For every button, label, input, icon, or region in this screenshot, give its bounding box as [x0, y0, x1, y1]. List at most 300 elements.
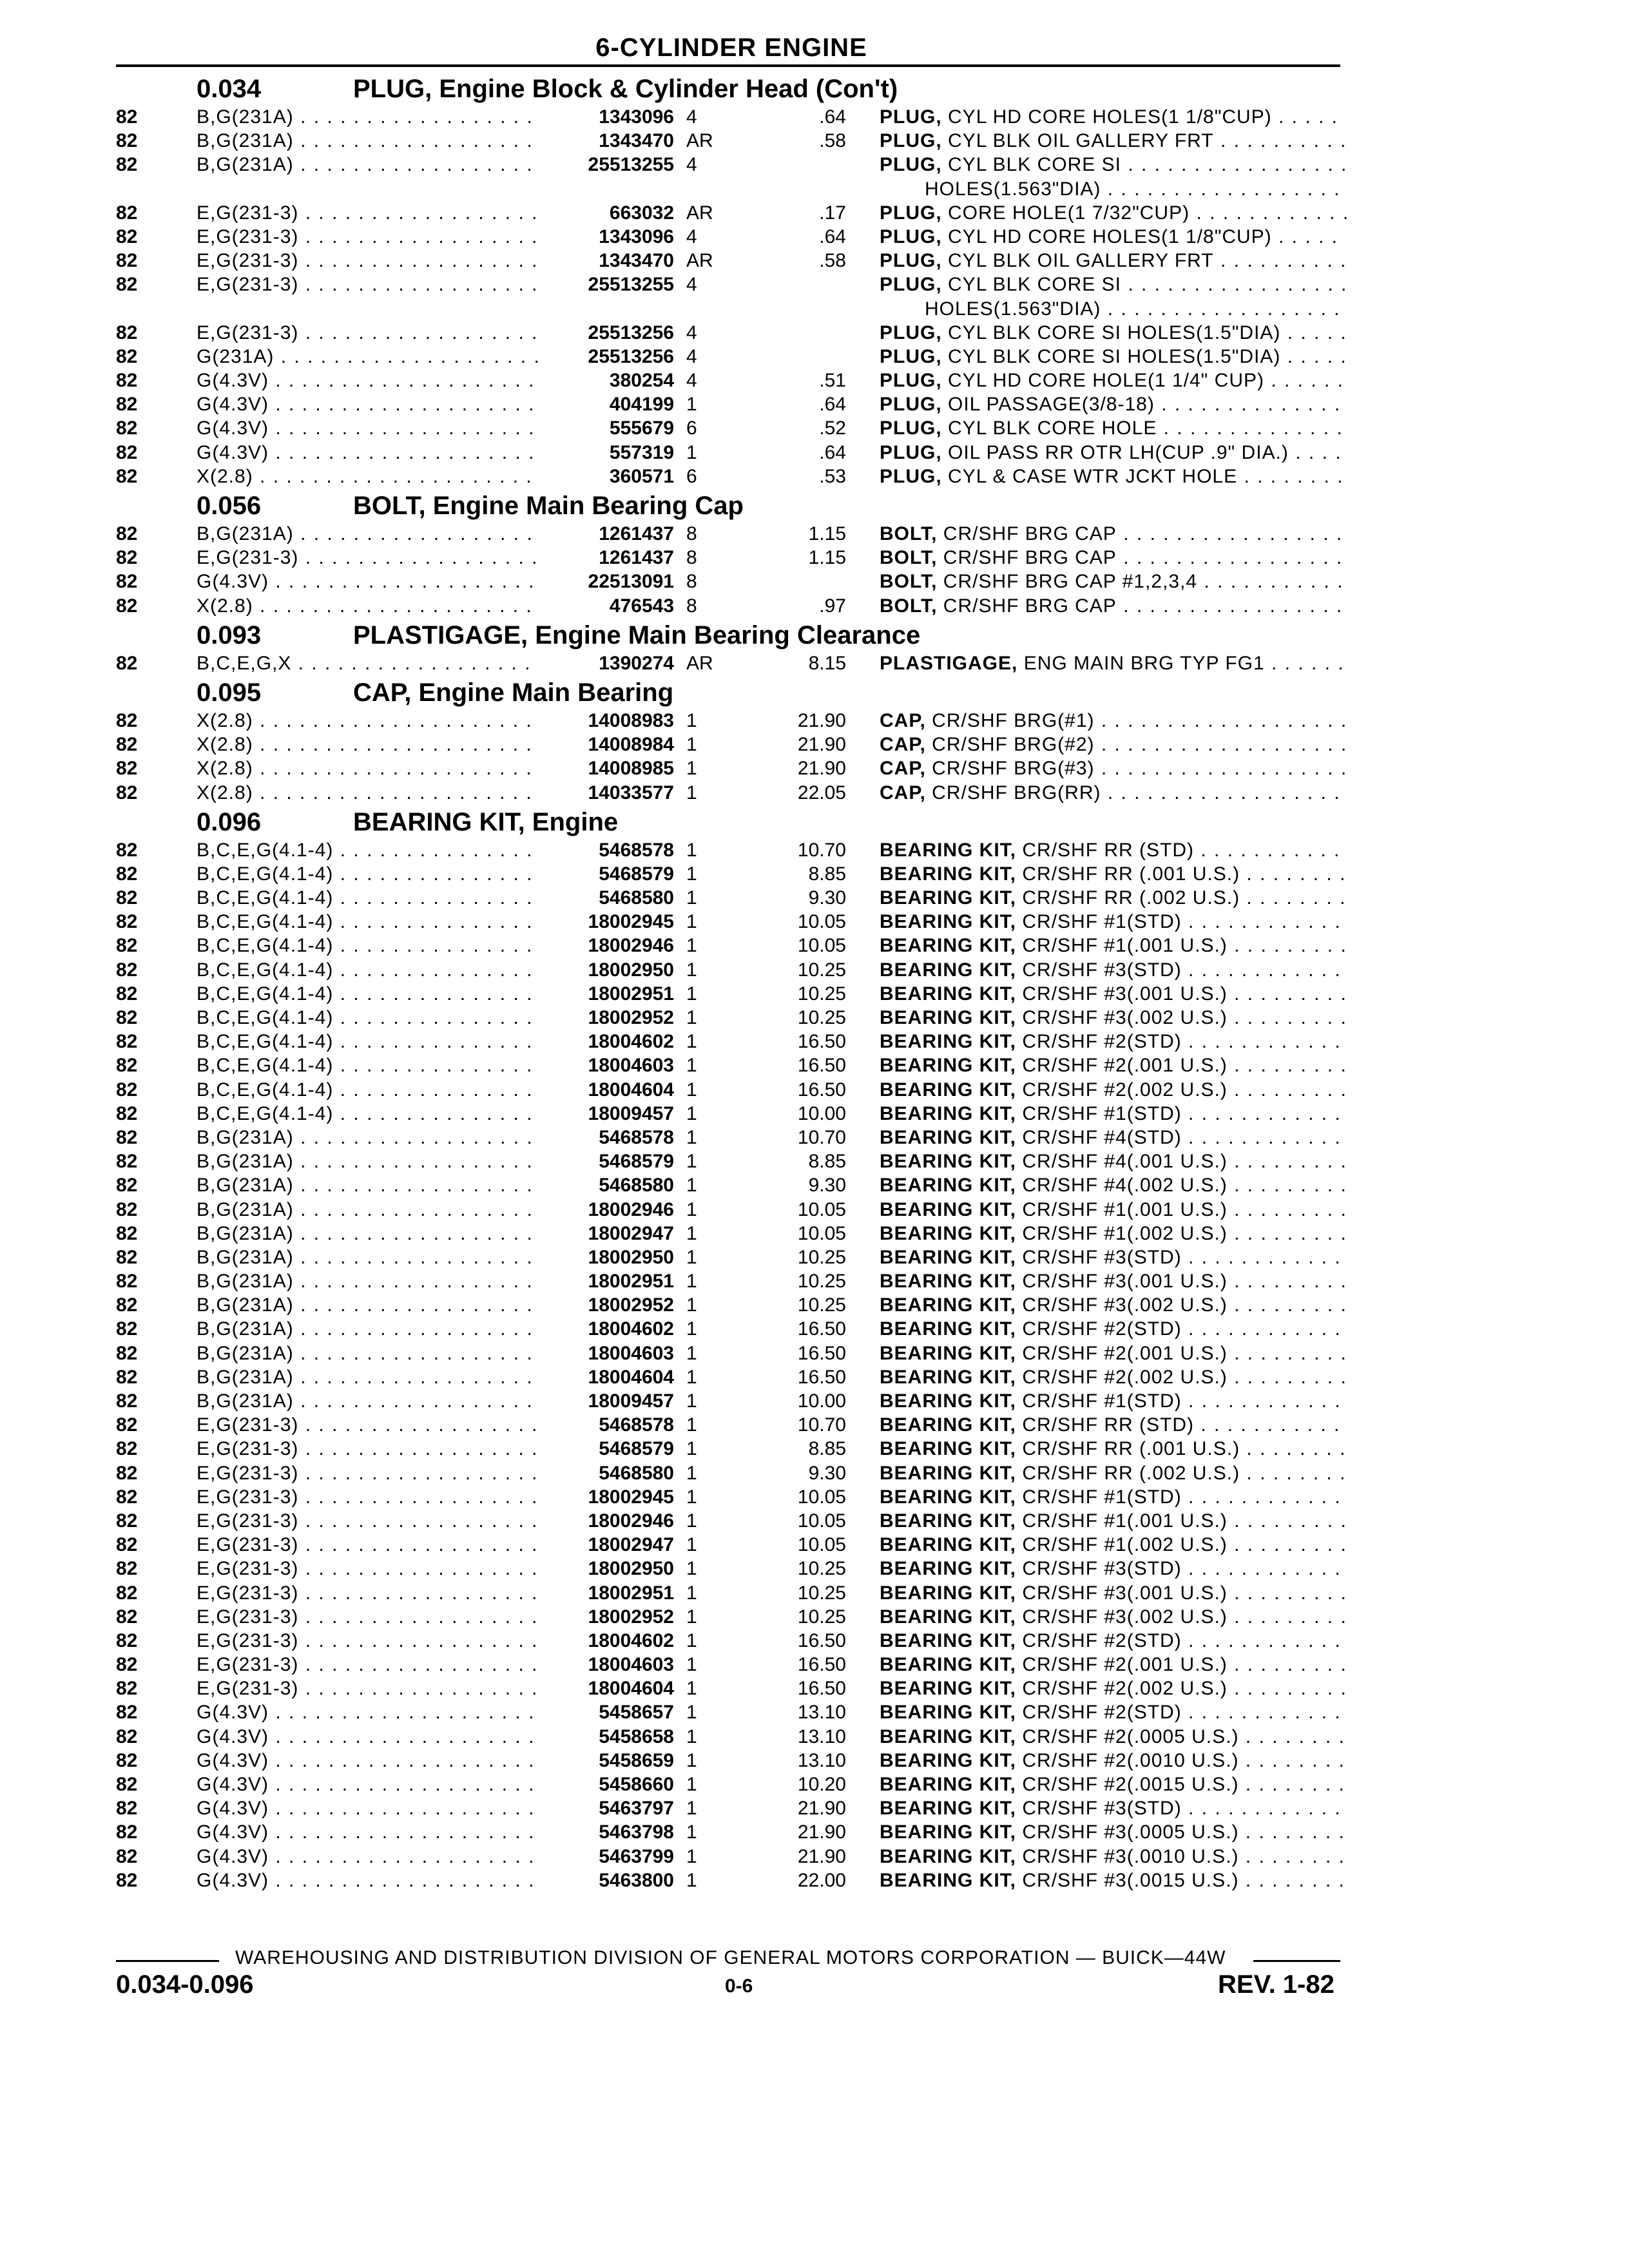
model-applicability: G(4.3V) . . . [197, 1845, 538, 1869]
part-row [0, 1414, 1629, 1437]
part-type-label: BEARING KIT, [880, 1702, 1017, 1724]
part-number: 476543 [606, 595, 674, 618]
part-description-text: CR/SHF #1(.001 U.S.) [1022, 935, 1228, 957]
model-applicability: X(2.8) . . . [197, 733, 538, 756]
quantity: 1 [686, 1031, 697, 1053]
part-description [880, 652, 1347, 675]
model-year: 82 [116, 250, 138, 272]
price: 10.25 [797, 1558, 846, 1580]
part-type-label: PLUG, [880, 418, 942, 439]
model-year: 82 [116, 1869, 138, 1891]
part-description [880, 1366, 1347, 1389]
quantity: 4 [686, 370, 697, 392]
model-applicability: G(4.3V) . . . [197, 1797, 538, 1820]
section-code: 0.095 [197, 678, 262, 707]
part-row [0, 1318, 1629, 1341]
part-type-label: PLASTIGAGE, [880, 652, 1018, 674]
part-description [880, 1462, 1347, 1485]
model-applicability: B,G(231A) . . . [197, 1174, 538, 1197]
part-description-text: CR/SHF BRG CAP #1,2,3,4 [943, 571, 1198, 593]
part-description [880, 1102, 1347, 1126]
model-applicability: B,C,E,G(4.1-4) . . . [197, 1054, 538, 1077]
footer-section-range: 0.034-0.096 [116, 1970, 254, 1999]
model-year: 82 [116, 274, 138, 296]
model-applicability: G(4.3V) . . . [197, 1821, 538, 1844]
part-row [0, 863, 1629, 887]
part-row [0, 1462, 1629, 1486]
part-type-label: BEARING KIT, [880, 1725, 1017, 1747]
part-description-text: CYL HD CORE HOLE(1 1/4" CUP) [948, 370, 1264, 392]
quantity: 1 [686, 1126, 697, 1148]
part-number: 5468580 [595, 1462, 674, 1485]
part-description-text: CR/SHF #2(STD) [1022, 1629, 1182, 1651]
price: 16.50 [797, 1342, 846, 1364]
part-type-label: BEARING KIT, [880, 1102, 1017, 1124]
part-description [880, 153, 1347, 177]
part-type-label: BEARING KIT, [880, 959, 1017, 981]
part-row [0, 273, 1629, 297]
part-row [0, 523, 1629, 546]
part-number: 18004603 [584, 1054, 674, 1077]
model-applicability: B,G(231A) . . . [197, 1246, 538, 1269]
quantity: 4 [686, 154, 697, 176]
part-type-label: BEARING KIT, [880, 1342, 1017, 1364]
model-year: 82 [116, 130, 138, 152]
part-description [880, 465, 1347, 488]
part-number: 380254 [606, 369, 674, 392]
part-number: 5458657 [595, 1701, 674, 1724]
part-number: 18009457 [584, 1390, 674, 1413]
part-row [0, 983, 1629, 1006]
part-description-text: CR/SHF RR (.002 U.S.) [1022, 1462, 1240, 1484]
part-description-text: CR/SHF RR (.001 U.S.) [1022, 1438, 1240, 1460]
part-number: 5463799 [595, 1845, 674, 1869]
part-description-text: ENG MAIN BRG TYP FG1 [1023, 652, 1265, 674]
part-row [0, 1054, 1629, 1078]
part-type-label: BEARING KIT, [880, 1749, 1017, 1771]
part-row [0, 1653, 1629, 1677]
price: 8.85 [808, 863, 846, 885]
quantity: 1 [686, 1749, 697, 1771]
part-description [880, 570, 1347, 593]
part-number: 5468579 [595, 1437, 674, 1461]
model-year: 82 [116, 1749, 138, 1771]
quantity: 6 [686, 418, 697, 439]
part-row [0, 782, 1629, 805]
model-applicability: B,G(231A) . . . [197, 1198, 538, 1222]
section-heading [0, 619, 1629, 652]
part-type-label: BEARING KIT, [880, 839, 1017, 861]
model-year: 82 [116, 1102, 138, 1124]
part-description [880, 1797, 1347, 1820]
model-year: 82 [116, 1222, 138, 1244]
part-row [0, 1557, 1629, 1581]
price: 8.85 [808, 1438, 846, 1460]
part-type-label: BEARING KIT, [880, 1582, 1017, 1604]
model-year: 82 [116, 1438, 138, 1460]
part-description-text: CR/SHF #3(STD) [1022, 1798, 1182, 1820]
part-number: 18002947 [584, 1533, 674, 1557]
part-number: 5458659 [595, 1749, 674, 1773]
quantity: AR [686, 652, 713, 674]
part-number: 25513255 [584, 153, 674, 177]
part-row [0, 959, 1629, 983]
part-type-label: PLUG, [880, 394, 942, 416]
quantity: 8 [686, 595, 697, 617]
part-description [880, 910, 1347, 934]
part-row [0, 1797, 1629, 1821]
model-applicability: B,G(231A) . . . [197, 1342, 538, 1365]
part-type-label: PLUG, [880, 465, 942, 487]
part-row [0, 1079, 1629, 1102]
model-applicability: B,C,E,G(4.1-4) . . . [197, 1006, 538, 1030]
model-year: 82 [116, 547, 138, 569]
model-year: 82 [116, 1725, 138, 1747]
part-description [880, 273, 1347, 296]
part-number: 25513255 [584, 273, 674, 296]
part-type-label: BEARING KIT, [880, 1462, 1017, 1484]
model-year: 82 [116, 709, 138, 731]
part-type-label: BEARING KIT, [880, 1821, 1017, 1843]
part-number: 5468579 [595, 1150, 674, 1173]
price: 10.05 [797, 1510, 846, 1532]
part-description-text: CORE HOLE(1 7/32"CUP) [948, 202, 1190, 224]
model-year: 82 [116, 1702, 138, 1724]
part-row [0, 757, 1629, 781]
part-description [880, 130, 1347, 153]
part-row [0, 1749, 1629, 1773]
price: 22.05 [797, 782, 846, 803]
model-year: 82 [116, 418, 138, 439]
price: 8.85 [808, 1151, 846, 1173]
part-description [880, 1606, 1347, 1629]
model-year: 82 [116, 652, 138, 674]
part-row [0, 393, 1629, 417]
quantity: 1 [686, 1007, 697, 1028]
part-row [0, 1869, 1629, 1893]
price: 16.50 [797, 1366, 846, 1388]
model-year: 82 [116, 202, 138, 224]
section-name: PLUG, Engine Block & Cylinder Head (Con't) [353, 75, 898, 103]
part-number: 18002950 [584, 1557, 674, 1581]
part-number: 1261437 [595, 546, 674, 570]
part-type-label: BEARING KIT, [880, 1798, 1017, 1820]
part-row [0, 709, 1629, 733]
part-number: 18004602 [584, 1629, 674, 1653]
part-type-label: BEARING KIT, [880, 887, 1017, 909]
model-year: 82 [116, 1151, 138, 1173]
part-description-text: CR/SHF BRG CAP [943, 523, 1117, 544]
part-number: 18004604 [584, 1079, 674, 1102]
price: 13.10 [797, 1749, 846, 1771]
price: 10.05 [797, 1222, 846, 1244]
model-year: 82 [116, 1271, 138, 1293]
quantity: 1 [686, 911, 697, 933]
part-type-label: PLUG, [880, 202, 942, 224]
part-description-text: CR/SHF #3(.002 U.S.) [1022, 1606, 1228, 1628]
part-description-text: CYL BLK OIL GALLERY FRT [948, 130, 1214, 152]
model-year: 82 [116, 1390, 138, 1412]
quantity: 1 [686, 935, 697, 957]
part-number: 18004603 [584, 1342, 674, 1365]
quantity: 1 [686, 863, 697, 885]
model-year: 82 [116, 1055, 138, 1077]
part-row [0, 1198, 1629, 1222]
description-continuation-row [0, 298, 1629, 322]
part-number: 18004603 [584, 1653, 674, 1677]
part-type-label: BEARING KIT, [880, 1126, 1017, 1148]
part-description-text: CR/SHF #2(.0005 U.S.) [1022, 1725, 1239, 1747]
part-number: 18002946 [584, 934, 674, 957]
part-description-text: CR/SHF #1(.001 U.S.) [1022, 1510, 1228, 1532]
model-applicability: B,G(231A) . . . [197, 1126, 538, 1149]
model-applicability: G(231A) . . . [197, 345, 538, 369]
part-description [880, 369, 1347, 392]
part-description-text: CR/SHF #2(STD) [1022, 1318, 1182, 1340]
part-type-label: BEARING KIT, [880, 863, 1017, 885]
price: .58 [819, 250, 846, 272]
part-type-label: BEARING KIT, [880, 983, 1017, 1004]
description-continuation-row [0, 178, 1629, 202]
part-description [880, 1222, 1347, 1245]
part-row [0, 546, 1629, 570]
model-year: 82 [116, 571, 138, 593]
price: .52 [819, 418, 846, 439]
model-applicability: G(4.3V) . . . [197, 1869, 538, 1892]
part-row [0, 226, 1629, 249]
price: 16.50 [797, 1055, 846, 1077]
section-name: BOLT, Engine Main Bearing Cap [353, 492, 744, 520]
part-description [880, 1150, 1347, 1173]
part-type-label: BEARING KIT, [880, 1055, 1017, 1077]
part-number: 1343470 [595, 130, 674, 153]
part-description [880, 959, 1347, 982]
part-number: 5458658 [595, 1725, 674, 1749]
quantity: 1 [686, 1198, 697, 1220]
part-type-label: PLUG, [880, 345, 942, 367]
part-description [880, 1318, 1347, 1341]
part-number: 14008985 [584, 757, 674, 780]
part-row [0, 1222, 1629, 1246]
part-description-text: CR/SHF #2(.002 U.S.) [1022, 1678, 1228, 1700]
quantity: 1 [686, 1774, 697, 1795]
part-description-text: CR/SHF #1(.002 U.S.) [1022, 1222, 1228, 1244]
model-applicability: B,C,E,G(4.1-4) . . . [197, 959, 538, 982]
part-description-text: CR/SHF #2(.0015 U.S.) [1022, 1774, 1239, 1795]
model-applicability: E,G(231-3) . . . [197, 1606, 538, 1629]
model-applicability: E,G(231-3) . . . [197, 1510, 538, 1533]
part-number: 14008983 [584, 709, 674, 733]
part-description [880, 1246, 1347, 1269]
model-year: 82 [116, 1342, 138, 1364]
part-row [0, 1437, 1629, 1461]
part-row [0, 910, 1629, 934]
quantity: 1 [686, 1629, 697, 1651]
quantity: 1 [686, 1725, 697, 1747]
model-year: 82 [116, 1079, 138, 1100]
model-applicability: B,G(231A) . . . [197, 1390, 538, 1413]
quantity: 1 [686, 1486, 697, 1508]
quantity: AR [686, 202, 713, 224]
part-description-text: CYL HD CORE HOLES(1 1/8"CUP) [948, 106, 1272, 128]
part-description-text: CR/SHF #3(.002 U.S.) [1022, 1294, 1228, 1316]
model-year: 82 [116, 106, 138, 128]
part-description [880, 441, 1347, 465]
section-heading [0, 805, 1629, 839]
part-type-label: BEARING KIT, [880, 1558, 1017, 1580]
model-applicability: X(2.8) . . . [197, 709, 538, 733]
model-applicability: E,G(231-3) . . . [197, 1653, 538, 1677]
part-description-text: CR/SHF #2(.001 U.S.) [1022, 1055, 1228, 1077]
model-year: 82 [116, 523, 138, 544]
footer-division-text: WAREHOUSING AND DISTRIBUTION DIVISION OF GENERAL MOTORS CORPORATION — BUICK—44W [235, 1947, 1226, 1968]
model-year: 82 [116, 1031, 138, 1053]
section-name: BEARING KIT, Engine [353, 807, 619, 836]
model-year: 82 [116, 839, 138, 861]
part-description-text: CR/SHF #1(STD) [1022, 911, 1182, 933]
part-row [0, 1629, 1629, 1653]
quantity: 4 [686, 345, 697, 367]
part-description-text: CYL BLK OIL GALLERY FRT [948, 250, 1214, 272]
part-type-label: BOLT, [880, 595, 938, 617]
part-description [880, 1198, 1347, 1222]
part-description-text: CYL BLK CORE SI HOLES(1.5"DIA) [948, 322, 1281, 343]
model-year: 82 [116, 1366, 138, 1388]
model-year: 82 [116, 1510, 138, 1532]
part-number: 18002950 [584, 1246, 674, 1269]
part-row [0, 417, 1629, 441]
price: 21.90 [797, 709, 846, 731]
part-description-text: CYL BLK CORE HOLE [948, 418, 1157, 439]
part-type-label: BOLT, [880, 523, 938, 544]
model-applicability: B,G(231A) . . . [197, 130, 538, 153]
model-year: 82 [116, 1318, 138, 1340]
quantity: 1 [686, 1821, 697, 1843]
part-row [0, 1294, 1629, 1318]
model-year: 82 [116, 887, 138, 909]
part-description-text: CR/SHF RR (STD) [1022, 1414, 1195, 1436]
part-type-label: BEARING KIT, [880, 1366, 1017, 1388]
price: 10.00 [797, 1390, 846, 1412]
part-number: 25513256 [584, 322, 674, 345]
price: 21.90 [797, 758, 846, 780]
part-row [0, 1725, 1629, 1749]
part-number: 18004602 [584, 1030, 674, 1053]
part-description-text: CR/SHF RR (.002 U.S.) [1022, 887, 1240, 909]
quantity: 1 [686, 1462, 697, 1484]
part-description [880, 1437, 1347, 1461]
model-applicability: B,C,E,G,X . . . [197, 652, 538, 675]
quantity: 1 [686, 1246, 697, 1268]
part-type-label: BEARING KIT, [880, 1678, 1017, 1700]
part-type-label: PLUG, [880, 274, 942, 296]
price: .17 [819, 202, 846, 224]
price: 10.25 [797, 959, 846, 981]
part-description [880, 757, 1347, 780]
price: 10.70 [797, 839, 846, 861]
part-type-label: BEARING KIT, [880, 935, 1017, 957]
part-number: 555679 [606, 417, 674, 440]
part-type-label: PLUG, [880, 441, 942, 463]
price: 16.50 [797, 1318, 846, 1340]
price: 9.30 [808, 887, 846, 909]
quantity: AR [686, 250, 713, 272]
part-number: 18002945 [584, 1486, 674, 1509]
part-description [880, 417, 1347, 440]
model-applicability: G(4.3V) . . . [197, 369, 538, 392]
footer-rule-right [1253, 1960, 1340, 1962]
model-year: 82 [116, 370, 138, 392]
model-applicability: G(4.3V) . . . [197, 417, 538, 440]
model-year: 82 [116, 322, 138, 343]
quantity: 1 [686, 1079, 697, 1100]
part-row [0, 1246, 1629, 1270]
section-heading [0, 72, 1629, 106]
part-type-label: CAP, [880, 709, 926, 731]
part-description-text: CR/SHF RR (.001 U.S.) [1022, 863, 1240, 885]
part-row [0, 1510, 1629, 1533]
part-number: 1261437 [595, 523, 674, 546]
model-applicability: B,C,E,G(4.1-4) . . . [197, 910, 538, 934]
part-description-text: CR/SHF #2(.002 U.S.) [1022, 1366, 1228, 1388]
part-description [880, 1414, 1347, 1437]
quantity: AR [686, 130, 713, 152]
model-applicability: E,G(231-3) . . . [197, 273, 538, 296]
part-description [880, 733, 1347, 756]
model-year: 82 [116, 1558, 138, 1580]
part-number: 5468578 [595, 1414, 674, 1437]
part-row [0, 1773, 1629, 1797]
part-number: 18002951 [584, 1582, 674, 1605]
part-row [0, 595, 1629, 619]
price: 10.25 [797, 1606, 846, 1628]
part-row [0, 1006, 1629, 1030]
model-year: 82 [116, 1678, 138, 1700]
price: 10.05 [797, 911, 846, 933]
part-description [880, 983, 1347, 1006]
model-applicability: B,G(231A) . . . [197, 1366, 538, 1389]
part-description-text: CR/SHF #3(.0010 U.S.) [1022, 1845, 1239, 1867]
part-description-text: CR/SHF #4(.002 U.S.) [1022, 1175, 1228, 1196]
part-row [0, 733, 1629, 757]
part-row [0, 345, 1629, 369]
part-description-text: CYL BLK CORE SI HOLES(1.5"DIA) [948, 345, 1281, 367]
price: .58 [819, 130, 846, 152]
model-applicability: E,G(231-3) . . . [197, 322, 538, 345]
model-applicability: G(4.3V) . . . [197, 1749, 538, 1773]
part-number: 1390274 [595, 652, 674, 675]
quantity: 1 [686, 1222, 697, 1244]
model-year: 82 [116, 1294, 138, 1316]
part-type-label: PLUG, [880, 226, 942, 247]
section-code: 0.056 [197, 492, 262, 520]
part-description [880, 1557, 1347, 1581]
price: 1.15 [808, 547, 846, 569]
part-number: 14033577 [584, 782, 674, 805]
price: 10.25 [797, 1246, 846, 1268]
quantity: 1 [686, 1390, 697, 1412]
model-applicability: B,C,E,G(4.1-4) . . . [197, 1102, 538, 1126]
quantity: 1 [686, 1869, 697, 1891]
part-number: 1343470 [595, 249, 674, 273]
part-description [880, 202, 1347, 225]
price: 10.25 [797, 983, 846, 1004]
part-description-text: CR/SHF #3(STD) [1022, 1558, 1182, 1580]
quantity: 1 [686, 1702, 697, 1724]
part-row [0, 887, 1629, 910]
model-year: 82 [116, 1798, 138, 1820]
part-type-label: PLUG, [880, 322, 942, 343]
